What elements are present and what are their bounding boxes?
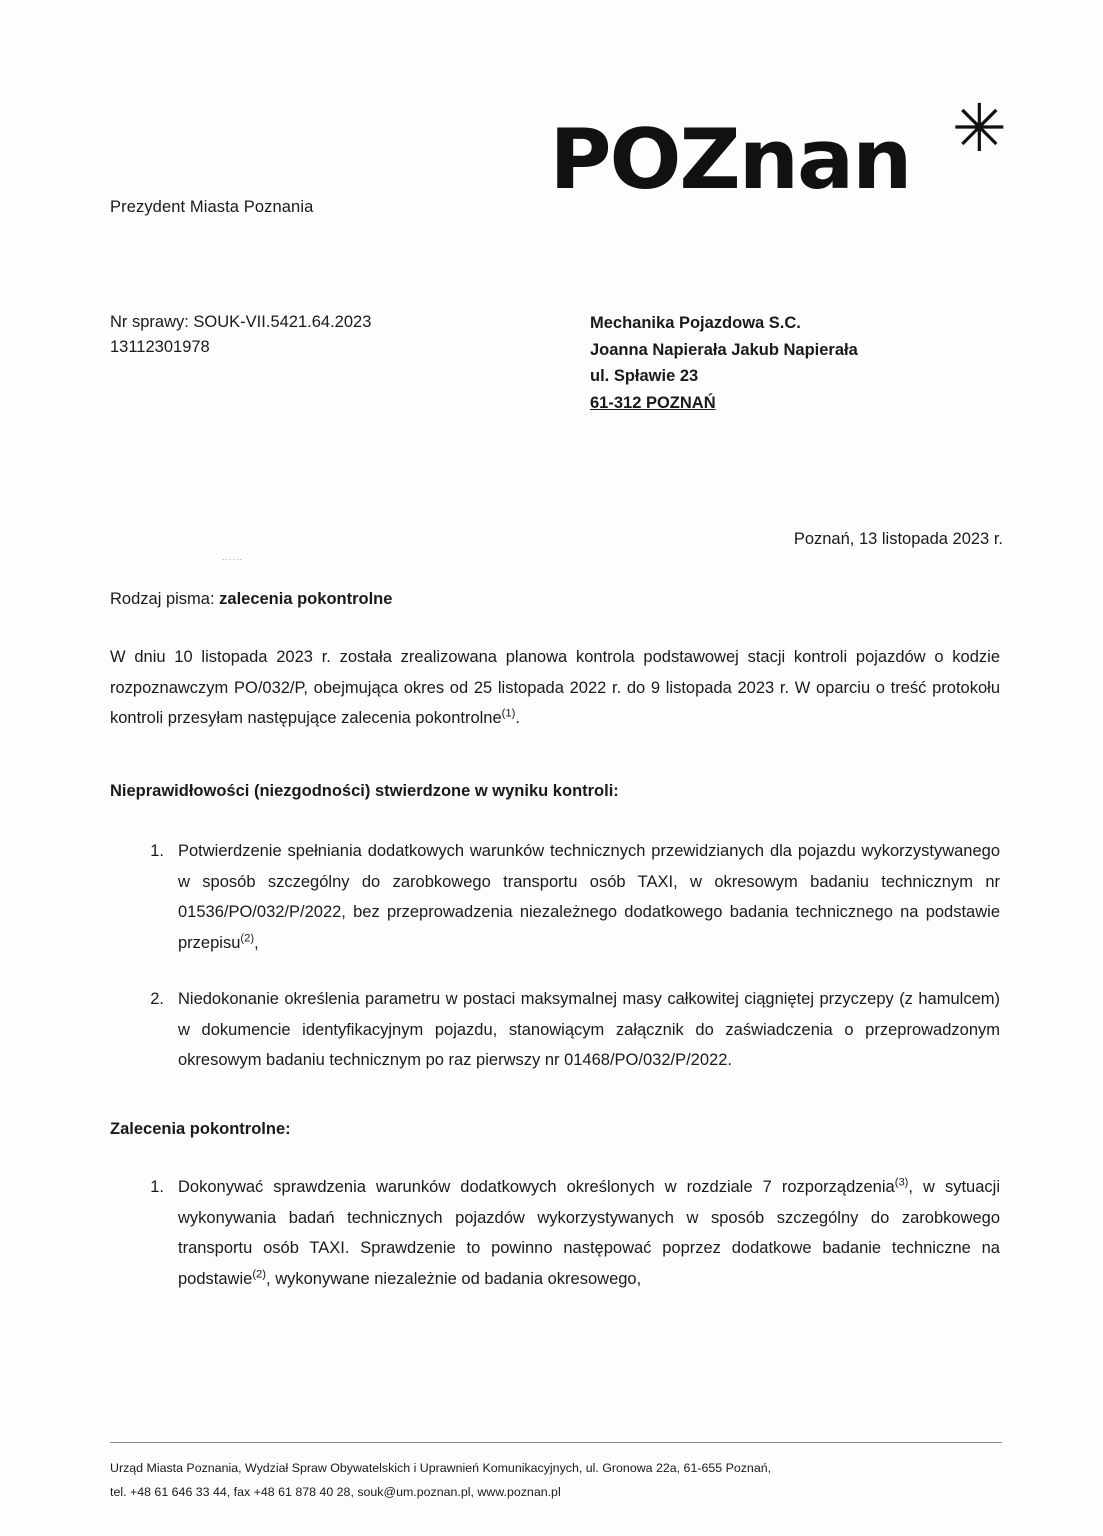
footer-block [110,1456,1010,1504]
case-number-line1: Nr sprawy: SOUK-VII.5421.64.2023 [110,313,372,331]
case-number-block [110,310,371,360]
place-date: Poznań, 13 listopada 2023 r. [793,530,1003,548]
footer-contact: tel. +48 61 646 33 44, fax +48 61 878 40 28, souk@um.poznan.pl, www.poznan.pl [110,1485,561,1500]
intro-footnote-marker: (1) [501,707,516,720]
sender-title: Prezydent Miasta Poznania [110,198,314,216]
list-item-text: Niedokonanie określenia parametru w postaci maksymalnej masy całkowitej ciągniętej przyczepy (z hamulcem) w dokumencie identyfikacyjnym pojazdu, stanowiącym załącznik do zaświadczenia o przeprowadzonym okresowym badaniu technicznym po raz pierwszy nr 01468/PO/032/P/2022. [178,990,1000,1070]
asterisk-icon: ✳ [951,90,1007,167]
list-item-footnote-marker-1: (3) [894,1176,909,1189]
footer-divider [110,1442,1002,1443]
footer-address: Urząd Miasta Poznania, Wydział Spraw Obywatelskich i Uprawnień Komunikacyjnych, ul. Gronowa 22a, 61-655 Poznań, [110,1461,772,1475]
list-item-text: Potwierdzenie spełniania dodatkowych warunków technicznych przewidzianych dla pojazdu wykorzystywanego w sposób szczególny do zarobkowego transportu osób TAXI, w okresowym badaniu technicznym nr 01536/PO/032/P/2022, bez przeprowadzenia niezależnego dodatkowego badania technicznego na podstawie przepisu [178,842,1000,952]
irregularities-heading: Nieprawidłowości (niezgodności) stwierdzone w wyniku kontroli: [110,782,619,800]
list-item-text-end: , [254,933,259,952]
list-item [110,836,1000,958]
poznan-logo [549,90,1013,216]
logo-wordmark: POZnan [549,111,911,208]
list-item [110,984,1000,1076]
intro-text: W dniu 10 listopada 2023 r. została zrealizowana planowa kontrola podstawowej stacji kontroli pojazdów o kodzie rozpoznawczym PO/032/P, obejmująca okres od 25 listopada 2022 r. do 9 listopada 2023 r. W oparciu o treść protokołu kontroli przesyłam następujące zalecenia pokontrolne [110,648,1000,728]
addressee-owners: Joanna Napierała Jakub Napierała [590,340,858,359]
list-item-number: 1. [150,842,164,860]
stray-mark: ...... [222,552,244,562]
document-type-label: Rodzaj pisma: [110,590,215,608]
irregularities-list [110,836,1000,1102]
list-item-text-part3: , wykonywane niezależnie od badania okresowego, [266,1269,642,1288]
case-number-line2: 13112301978 [110,337,210,356]
list-item-text-part2: , w sytuacji wykonywania badań technicznych pojazdów wykorzystywanych w sposób szczególny do zarobkowego transportu osób TAXI. Sprawdzenie to powinno następować poprzez dodatkowe badanie techniczne na podstawie [178,1178,1000,1288]
document-type-line [110,590,392,609]
list-item [110,1172,1000,1294]
addressee-street: ul. Spławie 23 [590,367,699,386]
recommendations-heading: Zalecenia pokontrolne: [110,1120,291,1138]
addressee-company: Mechanika Pojazdowa S.C. [590,314,801,332]
list-item-footnote-marker-2: (2) [252,1268,267,1281]
addressee-block [590,310,858,417]
recommendations-list [110,1172,1000,1320]
list-item-text-part1: Dokonywać sprawdzenia warunków dodatkowych określonych w rozdziale 7 rozporządzenia [178,1178,895,1196]
list-item-number: 1. [150,1178,164,1196]
document-type-value: zalecenia pokontrolne [219,590,393,608]
intro-paragraph [110,642,1000,734]
list-item-number: 2. [150,990,164,1009]
intro-text-end: . [515,709,520,728]
addressee-city: 61-312 POZNAŃ [590,394,716,413]
list-item-footnote-marker: (2) [240,932,255,945]
